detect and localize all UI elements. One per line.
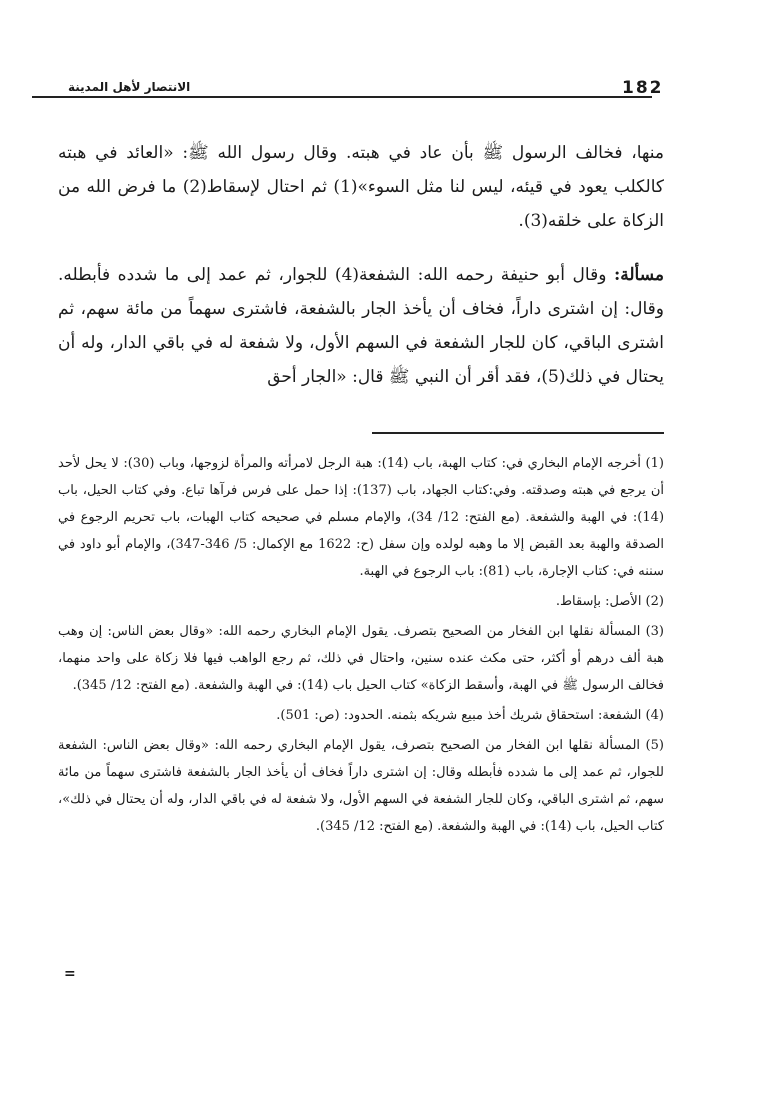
paragraph-1: منها، فخالف الرسول ﷺ بأن عاد في هبته. وقال رسول الله ﷺ: «العائد في هبته كالكلب يعود في قيئه، ليس لنا مثل السوء»(1) ثم احتال لإسقاط(2) ما فرض الله من الزكاة على خلقه(3). [58, 143, 664, 231]
continuation-mark: = [64, 966, 76, 982]
footnote-2: (2) الأصل: بإسقاط. [555, 594, 664, 609]
footnote-4: (4) الشفعة: استحقاق شريك أخذ مبيع شريكه بثمنه. الحدود: (ص: 501). [276, 708, 664, 723]
paragraph-2 [58, 258, 664, 394]
footnote-3: (3) المسألة نقلها ابن الفخار من الصحيح بتصرف. يقول الإمام البخاري رحمه الله: «وقال بعض الناس: إن وهب هبة ألف درهم أو أكثر، حتى مكث عنده سنين، واحتال في ذلك، ثم رجع الواهب فيها فلا زكاة على واحد منهما، فخالف الرسول ﷺ في الهبة، وأسقط الزكاة» كتاب الحيل باب (14): في الهبة والشفعة. (مع الفتح: 12/ 345). [58, 624, 664, 693]
header-rule [32, 96, 652, 98]
page-number: 182 [622, 78, 664, 98]
footnote-5: (5) المسألة نقلها ابن الفخار من الصحيح بتصرف، يقول الإمام البخاري رحمه الله: «وقال بعض الناس: الشفعة للجوار، ثم عمد إلى ما شدده فأبطله وقال: إن اشترى داراً فخاف أن يأخذ الجار بالشفعة فاشترى سهماً من مائة سهم، ثم اشترى الباقي، وكان للجار الشفعة في السهم الأول، ولا شفعة له في باقي الدار، وله أن يحتال في ذلك»، كتاب الحيل، باب (14): في الهبة والشفعة. (مع الفتح: 12/ 345). [58, 738, 664, 834]
footnotes [58, 450, 664, 843]
footnote-separator [372, 432, 664, 434]
paragraph-spacer [58, 238, 664, 258]
footnote-1: (1) أخرجه الإمام البخاري في: كتاب الهبة، باب (14): هبة الرجل لامرأته والمرأة لزوجها، وباب (30): لا يحل لأحد أن يرجع في هبته وصدقته. وفي:كتاب الجهاد، باب (137): إذا حمل على فرس فرآها تباع. وفي كتاب الحيل، باب (14): في الهبة والشفعة. (مع الفتح: 12/ 34)، والإمام مسلم في صحيحه كتاب الهبات، باب تحريم الرجوع في الصدقة والهبة بعد القبض إلا ما وهبه لولده وإن سفل (ح: 1622 مع الإكمال: 5/ 346-347)، والإمام أبو داود في سننه في: كتاب الإجارة، باب (81): باب الرجوع في الهبة. [58, 456, 665, 579]
paragraph-2-text: وقال أبو حنيفة رحمه الله: الشفعة(4) للجوار، ثم عمد إلى ما شدده فأبطله. وقال: إن اشترى داراً، فخاف أن يأخذ الجار بالشفعة، فاشترى سهماً من مائة سهم، ثم اشترى الباقي، كان للجار الشفعة في السهم الأول، ولا شفعة له في باقي الدار، وله أن يحتال في ذلك(5)، فقد أقر أن النبي ﷺ قال: «الجار أحق [58, 265, 664, 387]
issue-label: مسألة: [613, 265, 664, 285]
page-header [32, 72, 664, 98]
main-text [58, 136, 664, 394]
running-title: الانتصار لأهل المدينة [68, 80, 191, 94]
